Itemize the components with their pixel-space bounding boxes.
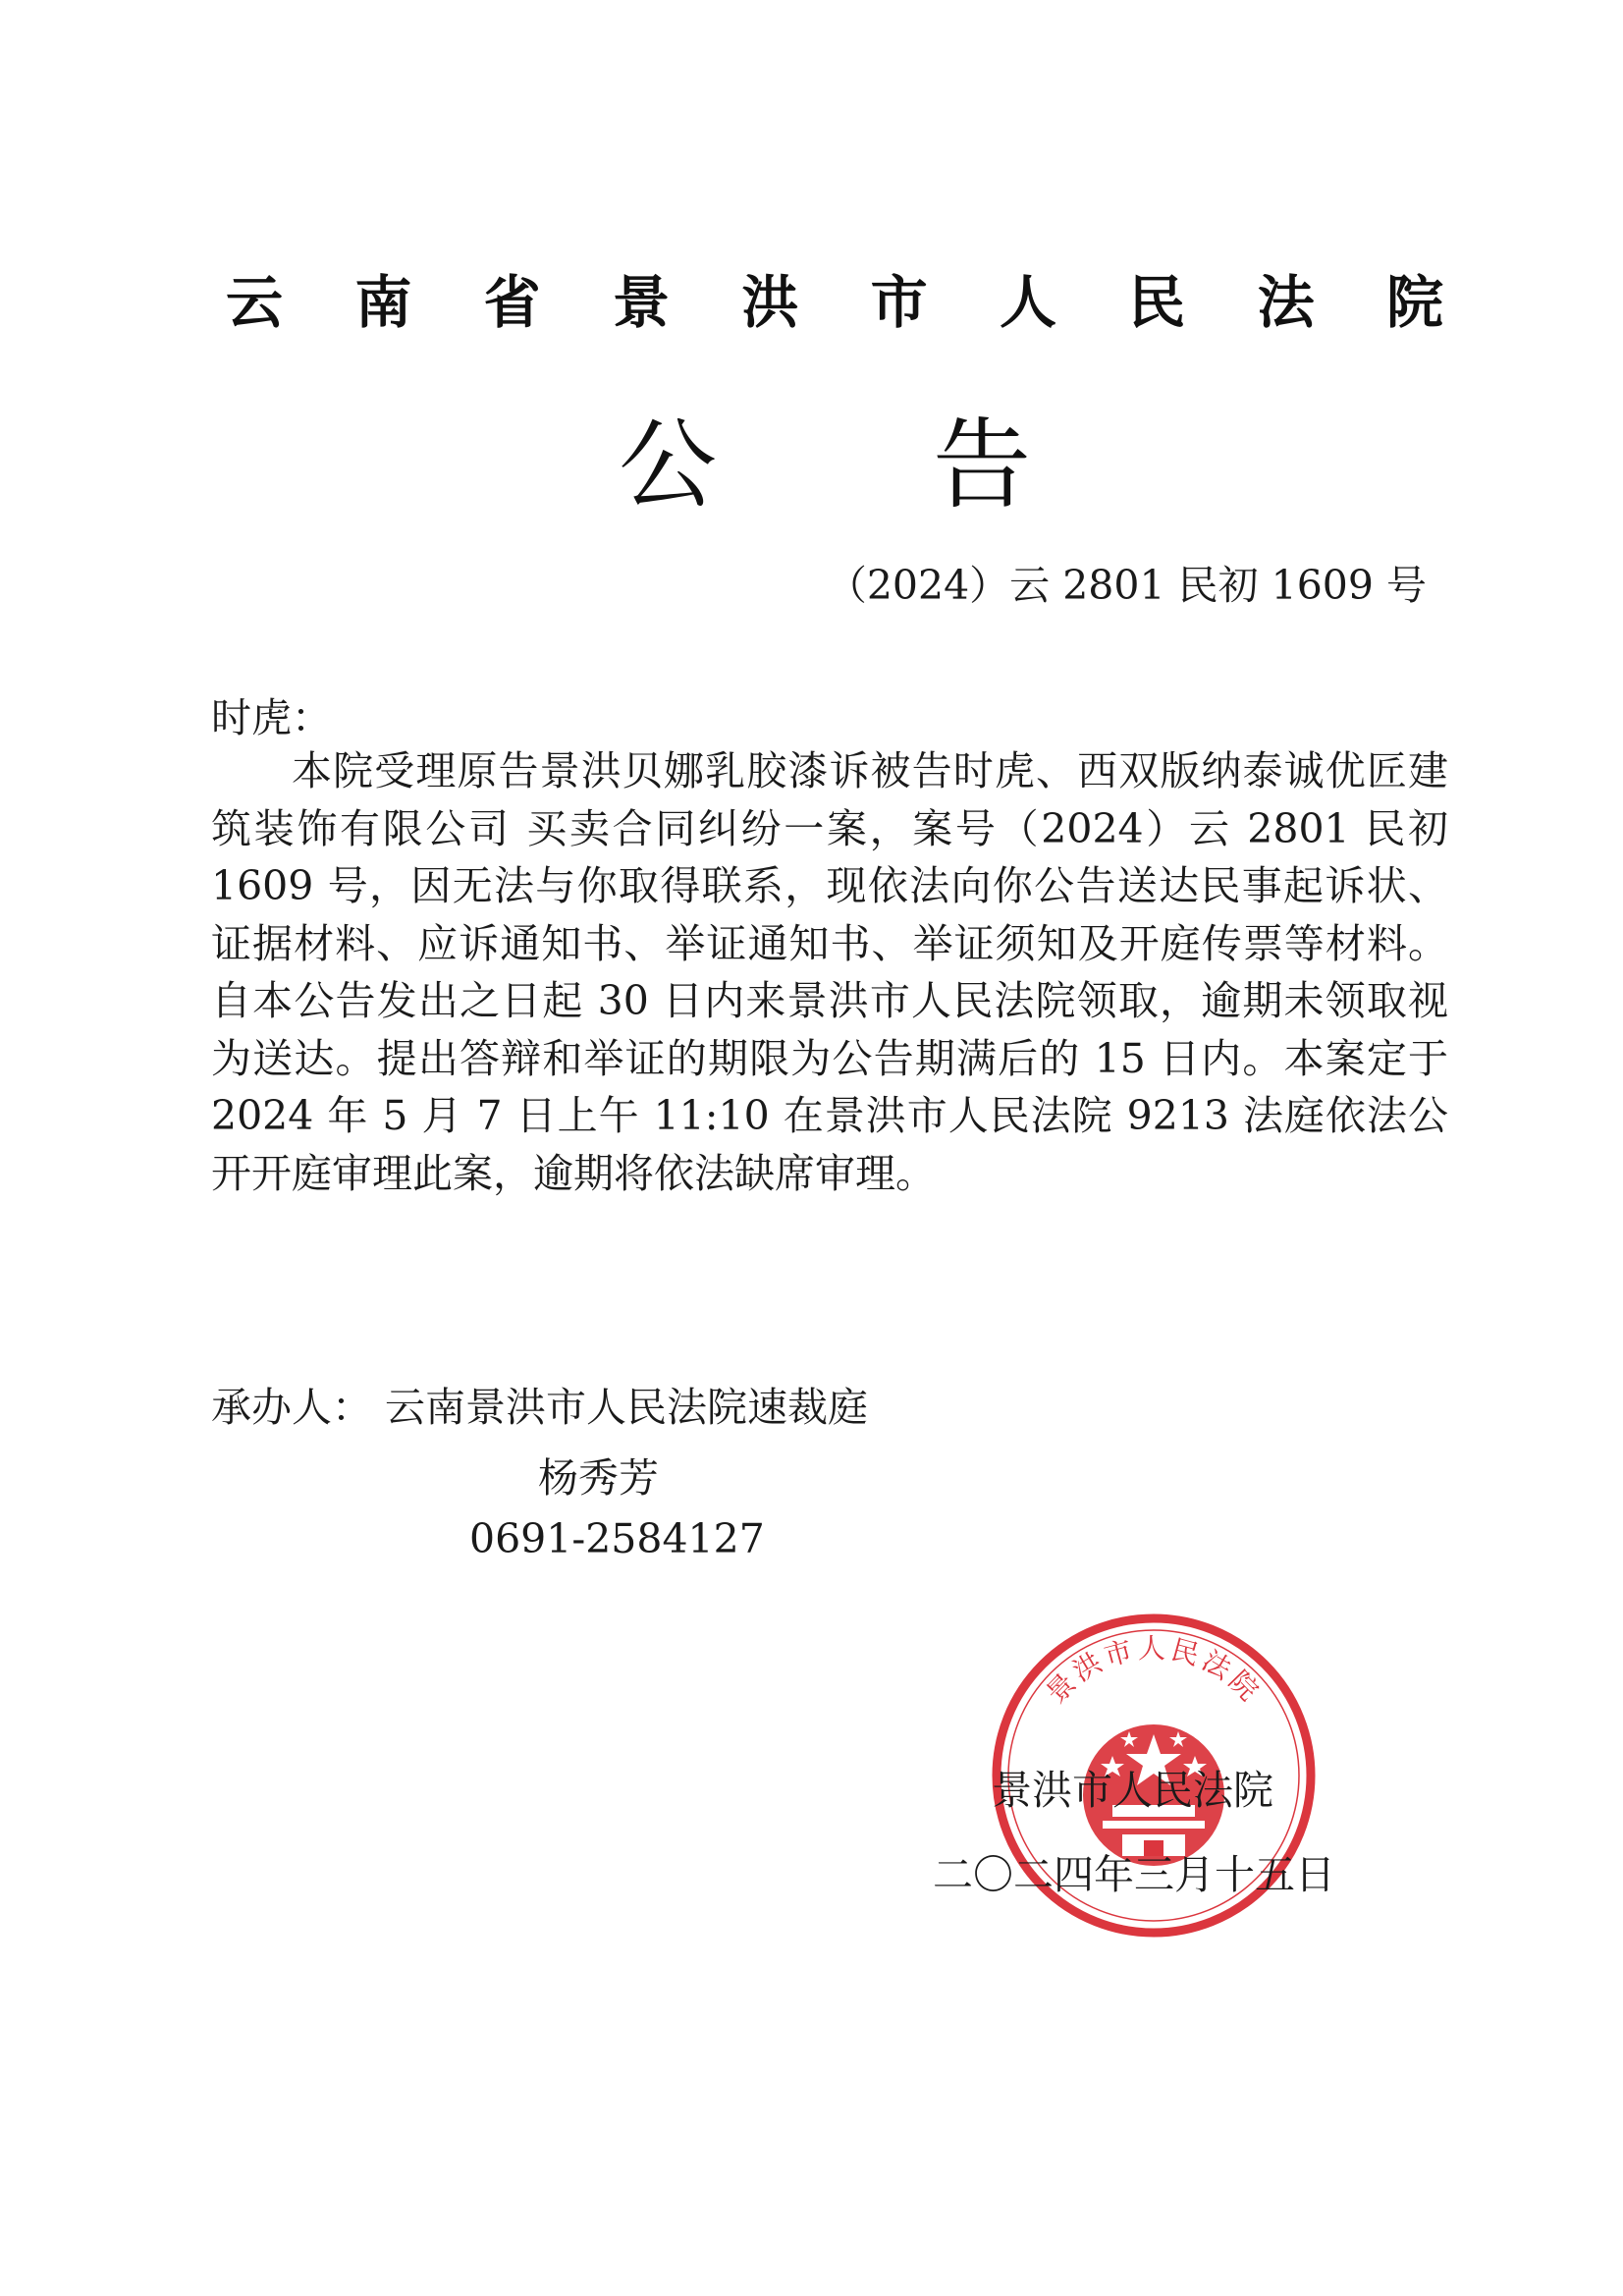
court-name-char: 省: [483, 269, 541, 336]
court-name-char: 法: [1257, 269, 1315, 336]
notice-title: [619, 393, 1031, 520]
notice-body: 本院受理原告景洪贝娜乳胶漆诉被告时虎、西双版纳泰诚优匠建筑装饰有限公司 买卖合同纠纷一案，案号（2024）云 2801 民初 1609 号，因无法与你取得联系，现依法向你公告送达民事起诉状、证据材料、应诉通知书、举证通知书、举证须知及开庭传票等材料。自本公告发出之日起 30 日内来景洪市人民法院领取，逾期未领取视为送达。提出答辩和举证的期限为公告期满后的 15 日内。本案定于 2024 年 5 月 7 日上午 11:10 在景洪市人民法院 9213 法庭依法公开开庭审理此案，逾期将依法缺席审理。: [211, 747, 1448, 1197]
seal-text: 景洪市人民法院: [1040, 1632, 1268, 1710]
signing-court: 景洪市人民法院: [992, 1767, 1273, 1814]
court-name-char: 院: [1385, 269, 1443, 336]
court-name-char: 云: [226, 269, 284, 336]
signing-date: 二〇二四年三月十五日: [933, 1851, 1335, 1898]
handler-name: 杨秀芳: [538, 1454, 659, 1502]
court-name-char: 南: [354, 269, 412, 336]
case-number: （2024）云 2801 民初 1609 号: [826, 562, 1427, 609]
notice-title-char: 公: [619, 408, 717, 522]
court-name-char: 人: [999, 269, 1056, 336]
court-name-char: 市: [870, 269, 928, 336]
handler-department: 云南景洪市人民法院速裁庭: [385, 1384, 868, 1431]
handler-label: 承办人：: [211, 1384, 372, 1431]
court-name-char: 洪: [741, 269, 799, 336]
court-name-heading: [226, 253, 1443, 342]
handler-phone: 0691-2584127: [469, 1515, 765, 1562]
addressee: 时虎：: [211, 694, 332, 741]
notice-title-char: 告: [933, 408, 1031, 522]
court-name-char: 民: [1128, 269, 1186, 336]
court-name-char: 景: [612, 269, 670, 336]
